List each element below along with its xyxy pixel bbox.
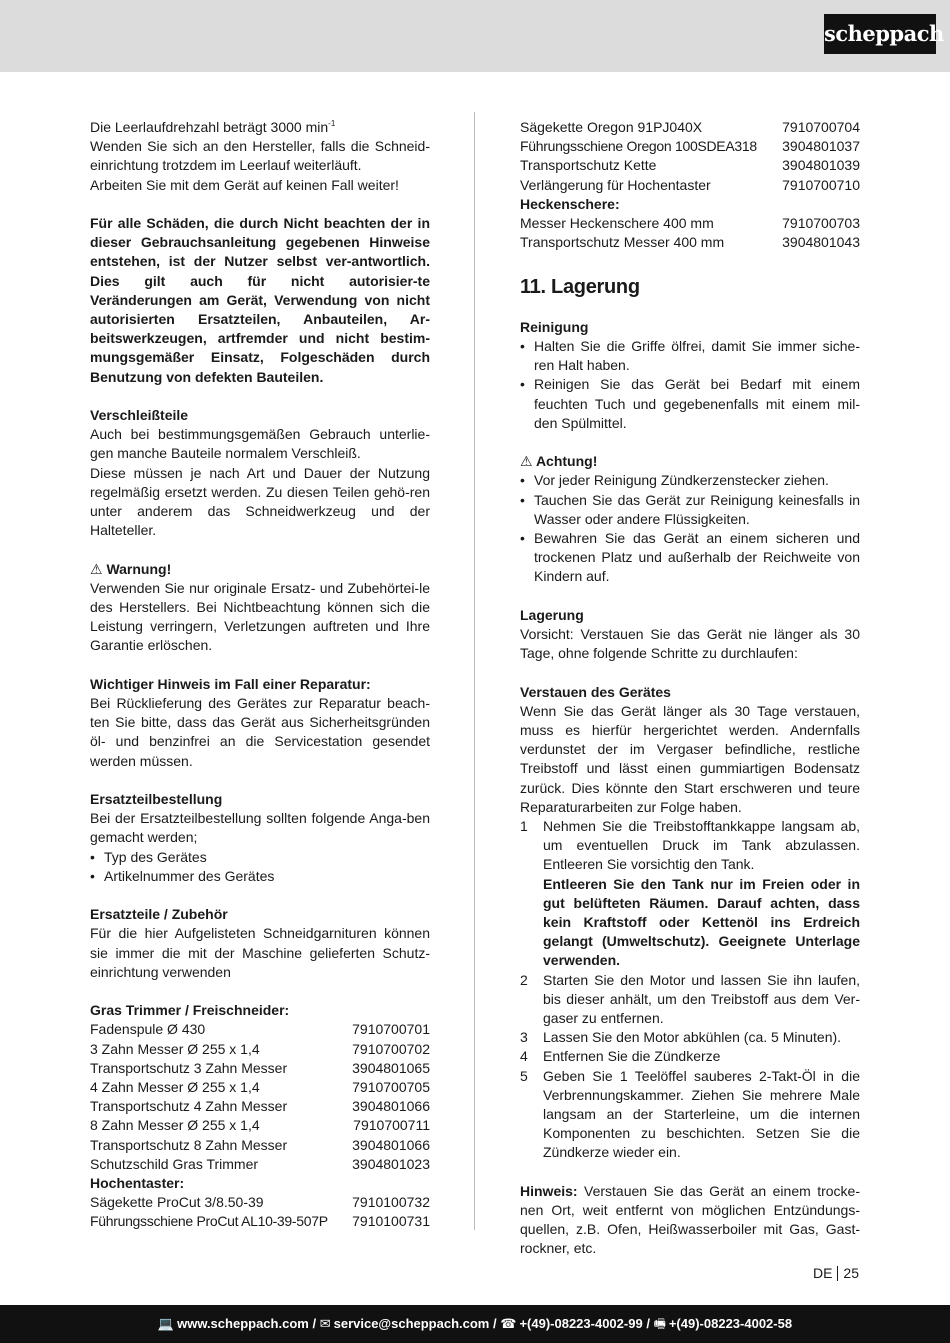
email-link[interactable]: service@scheppach.com (333, 1316, 490, 1331)
fax-icon: 🖷 (653, 1316, 666, 1331)
column-divider (474, 112, 475, 1230)
storage-heading: Lagerung (520, 606, 584, 623)
storage-steps (520, 817, 860, 1163)
website-link[interactable]: www.scheppach.com (177, 1316, 309, 1331)
hedge-parts-list (520, 214, 860, 252)
part-row: Sägekette ProCut 3/8.50-39 7910100732 (90, 1194, 430, 1211)
list-item: • Reinigen Sie das Gerät bei Bedarf mit einem feuchten Tuch und gegebenenfalls mit einem mil-den Spülmittel. (520, 375, 860, 433)
trimmer-heading: Gras Trimmer / Freischneider: (90, 1002, 290, 1019)
part-row: Transportschutz Kette 3904801039 (520, 157, 860, 174)
footer-bar: 💻 www.scheppach.com / ✉ service@scheppach.com / ☎ +(49)-08223-4002-99 / 🖷 +(49)-08223-4002-58 (0, 1305, 950, 1343)
scheppach-logo: scheppach (824, 14, 936, 54)
computer-icon: 💻 (157, 1316, 175, 1331)
part-row: 4 Zahn Messer Ø 255 x 1,4 7910700705 (90, 1079, 430, 1096)
phone-number: +(49)-08223-4002-99 (519, 1316, 643, 1331)
fax-number: +(49)-08223-4002-58 (668, 1316, 793, 1331)
list-item: • Typ des Gerätes (90, 848, 430, 867)
accessories-text: Für die hier Aufgelisteten Schneidgarnituren können sie immer die mit der Maschine gelieferten Schutz-einrichtung verwenden (90, 925, 430, 980)
list-item: 2 Starten Sie den Motor und lassen Sie ihn laufen, bis dieser anhält, um den Treibstoff aus dem Ver-gaser zu entfernen. (520, 971, 860, 1027)
part-row: 8 Zahn Messer Ø 255 x 1,4 7910700711 (90, 1117, 430, 1134)
idle-speed-line: Die Leerlaufdrehzahl beträgt 3000 $\min^{-1}$ (90, 119, 336, 135)
list-item: 4 Entfernen Sie die Zündkerze (520, 1048, 721, 1065)
part-row: Sägekette Oregon 91PJ040X 7910700704 (520, 119, 860, 135)
part-row: Transportschutz Messer 400 mm 3904801043 (520, 234, 860, 251)
warning-triangle-icon: ⚠ (520, 453, 533, 470)
contact-manufacturer-text: Wenden Sie sich an den Hersteller, falls die Schneid-einrichtung trotzdem im Leerlauf weiterläuft. (90, 138, 430, 174)
cleaning-list (520, 337, 860, 433)
part-row: Fadenspule Ø 430 7910700701 (90, 1021, 430, 1038)
trimmer-parts-list (90, 1020, 430, 1174)
list-item: • Halten Sie die Griffe ölfrei, damit Sie immer siche-ren Halt haben. (520, 337, 860, 375)
hedge-trimmer-heading: Heckenschere: (520, 195, 620, 212)
warning-text: Verwenden Sie nur originale Ersatz- und Zubehörtei-le des Herstellers. Bei Nichtbeachtung können sich die Leistung verringern, Verletzungen auftreten und Ihre Garantie erlöschen. (90, 579, 430, 654)
wear-parts-text-2: Diese müssen je nach Art und Dauer der Nutzung regelmäßig ersetzt werden. Zu diesen Teilen gehö-ren unter anderem das Schneidwerkzeug und der Halteteller. (90, 464, 430, 539)
part-row: Führungsschiene Oregon 100SDEA318 3904801037 (520, 138, 860, 155)
wear-parts-heading: Verschleißteile (90, 407, 189, 424)
part-row: Schutzschild Gras Trimmer 3904801023 (90, 1155, 430, 1172)
step-1-bold-note: Entleeren Sie den Tank nur im Freien oder in gut belüfteten Räumen. Darauf achten, dass kein Kraftstoff oder Kettenöl ins Erdreich gelangt (Umweltschutz). Geeignete Unterlage verwenden. (543, 875, 860, 969)
order-text: Bei der Ersatzteilbestellung sollten folgende Anga-ben gemacht werden; (90, 810, 430, 846)
wear-parts-text: Auch bei bestimmungsgemäßen Gebrauch unterlie-gen manche Bauteile normalem Verschleiß. (90, 426, 430, 462)
repair-text: Bei Rücklieferung des Gerätes zur Reparatur beach-ten Sie bitte, dass das Gerät aus Sicherheitsgründen öl- und benzinfrei an die Servicestation gesendet werden müssen. (90, 695, 430, 769)
mail-icon: ✉ (319, 1316, 331, 1331)
cleaning-heading: Reinigung (520, 318, 589, 335)
stow-heading: Verstauen des Gerätes (520, 683, 671, 700)
page-number: DE 25 (812, 1265, 859, 1281)
pole-pruner-heading: Hochentaster: (90, 1175, 185, 1192)
accessories-heading: Ersatzteile / Zubehör (90, 906, 228, 923)
phone-icon: ☎ (500, 1316, 517, 1331)
part-row: Transportschutz 8 Zahn Messer 3904801066 (90, 1136, 430, 1153)
repair-heading: Wichtiger Hinweis im Fall einer Reparatur: (90, 675, 371, 692)
header-bar (0, 0, 950, 72)
order-list (90, 848, 430, 886)
stop-working-text: Arbeiten Sie mit dem Gerät auf keinen Fall weiter! (90, 176, 399, 193)
pole-parts-list-cont (520, 118, 860, 195)
idle-speed-exponent: -1 (328, 119, 336, 128)
liability-notice: Für alle Schäden, die durch Nicht beachten der in dieser Gebrauchsanleitung gegebenen Hinweise entstehen, ist der Nutzer selbst ver-antwortlich. Dies gilt auch für nicht autorisier-te Veränderungen am Gerät, Verwendung von nicht autorisierten Ersatzteilen, Anbauteilen, Ar-beitswerkzeugen, artfremder und nicht bestim-mungsgemäßer Einsatz, Folgeschäden durch Benutzung von defekten Bauteilen. (90, 215, 430, 385)
warning-triangle-icon: ⚠ (90, 560, 103, 577)
stow-text: Wenn Sie das Gerät länger als 30 Tage verstauen, muss es hierfür hergerichtet werden. Andernfalls verdunstet der im Vergaser befindliche, restliche Treibstoff und lässt einen gummiartigen Bodensatz zurück. Dies könnte den Start erschweren und teure Reparaturarbeiten zur Folge haben. (520, 702, 860, 815)
storage-note: Hinweis: Verstauen Sie das Gerät an einem trocke-nen Ort, weit entfernt von möglichen Entzündungs-quellen, z.B. Ofen, Heißwasserboiler mit Gas, Gast-rockner, etc. (520, 1182, 860, 1257)
storage-text: Vorsicht: Verstauen Sie das Gerät nie länger als 30 Tage, ohne folgende Schritte zu durchlaufen: (520, 626, 860, 662)
list-item: • Tauchen Sie das Gerät zur Reinigung keinesfalls in Wasser oder andere Flüssigkeiten. (520, 491, 860, 529)
part-row: Messer Heckenschere 400 mm 7910700703 (520, 215, 860, 232)
right-column (520, 118, 860, 1259)
list-item: 1 Nehmen Sie die Treibstofftankkappe langsam ab, um eventuellen Druck im Tank abzulassen. Entleeren Sie vorsichtig den Tank. Entleeren Sie den Tank nur im Freien oder in gut belüfteten Räumen. Darauf achten, dass kein Kraftstoff oder Kettenöl ins Erdreich gelangt (Umweltschutz). Geeignete Unterlage verwenden. (520, 817, 860, 971)
part-row: Transportschutz 3 Zahn Messer 3904801065 (90, 1059, 430, 1076)
part-row: Transportschutz 4 Zahn Messer 3904801066 (90, 1098, 430, 1115)
list-item: • Artikelnummer des Gerätes (90, 867, 430, 886)
section-title: 11. Lagerung (520, 275, 640, 298)
part-row: 3 Zahn Messer Ø 255 x 1,4 7910700702 (90, 1040, 430, 1057)
list-item: • Vor jeder Reinigung Zündkerzenstecker ziehen. (520, 471, 860, 490)
order-heading: Ersatzteilbestellung (90, 791, 223, 808)
list-item: 3 Lassen Sie den Motor abkühlen (ca. 5 Minuten). (520, 1029, 842, 1046)
attention-heading-line: ⚠ Achtung! (520, 453, 598, 470)
pole-parts-list (90, 1193, 430, 1231)
list-item: 5 Geben Sie 1 Teelöffel sauberes 2-Takt-Öl in die Verbrennungskammer. Ziehen Sie mehrere Male langsam an der Starterleine, um die internen Komponenten zu beschichten. Setzen Sie die Zündkerze wieder ein. (520, 1067, 860, 1161)
attention-list (520, 471, 860, 586)
part-row: Verlängerung für Hochentaster 7910700710 (520, 176, 860, 193)
list-item: • Bewahren Sie das Gerät an einem sicheren und trockenen Platz und außerhalb der Reichweite von Kindern auf. (520, 529, 860, 587)
left-column (90, 118, 430, 1232)
part-row: Führungsschiene ProCut AL10-39-507P 7910100731 (90, 1213, 430, 1230)
warning-heading-line: ⚠ Warnung! (90, 560, 172, 577)
